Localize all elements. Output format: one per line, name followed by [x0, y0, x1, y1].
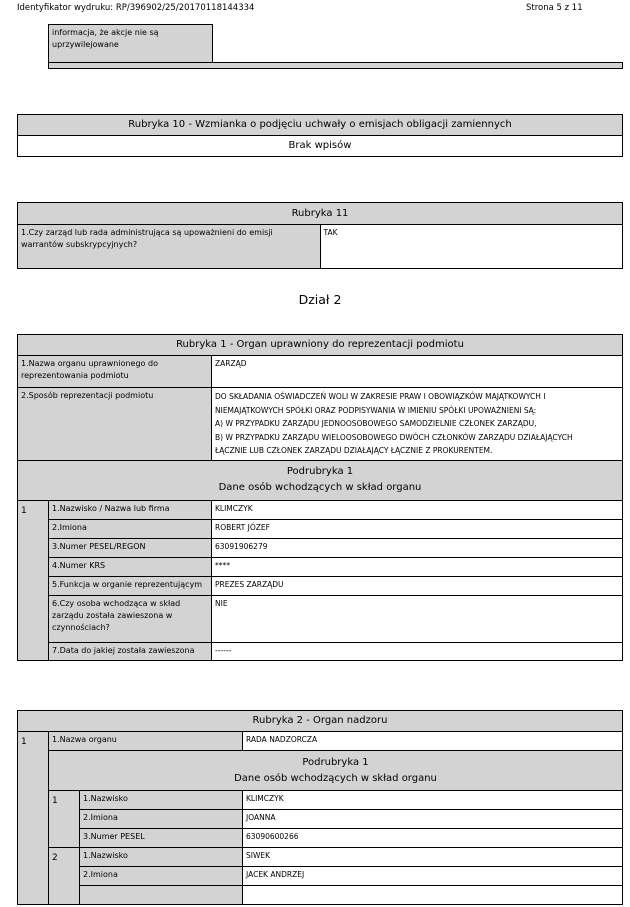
representation-line: A) W PRZYPADKU ZARZĄDU JEDNOOSOBOWEGO SAMODZIELNIE CZŁONEK ZARZĄDU,	[215, 419, 537, 428]
person-index: 1	[18, 500, 49, 660]
dzial-2-heading: Dział 2	[298, 292, 342, 307]
field-value: KLIMCZYK	[243, 791, 623, 810]
field-label: 1.Nazwisko	[80, 848, 243, 867]
representation-method-label: 2.Sposób reprezentacji podmiotu	[18, 388, 212, 461]
supervisory-organ-value: RADA NADZORCZA	[243, 732, 623, 751]
rubryka-11-title: Rubryka 11	[18, 203, 623, 225]
field-value: JACEK ANDRZEJ	[243, 867, 623, 886]
field-label: 2.Imiona	[80, 810, 243, 829]
member-index: 2	[49, 848, 80, 905]
podrubryka-1-subtitle: Dane osób wchodzących w skład organu	[234, 772, 437, 784]
warranty-question-label: 1.Czy zarząd lub rada administrująca są upoważnieni do emisji warrantów subskrypcyjnych?	[18, 225, 321, 269]
field-value: ****	[212, 557, 623, 576]
organ-name-label: 1.Nazwa organu uprawnionego do reprezentowania podmiotu	[18, 356, 212, 388]
field-label-empty	[80, 886, 243, 905]
rubryka-10-table	[17, 114, 623, 157]
field-value: ROBERT JÓZEF	[212, 519, 623, 538]
field-value: PREZES ZARZĄDU	[212, 576, 623, 595]
print-identifier: Identyfikator wydruku: RP/396902/25/20170118144334	[17, 3, 255, 13]
uprzywilejowane-label: informacja, że akcje nie są uprzywilejowane	[49, 25, 213, 63]
rubryka-10-title: Rubryka 10 - Wzmianka o podjęciu uchwały o emisjach obligacji zamiennych	[18, 115, 623, 136]
fragment-bottom-bar	[49, 63, 623, 69]
field-label: 1.Nazwisko	[80, 791, 243, 810]
dzial2-rubryka-2-table	[17, 710, 623, 905]
representation-line: DO SKŁADANIA OŚWIADCZEŃ WOLI W ZAKRESIE PRAW I OBOWIĄZKÓW MAJĄTKOWYCH I	[215, 392, 546, 401]
field-label: 3.Numer PESEL	[80, 829, 243, 848]
podrubryka-1-title: Podrubryka 1	[302, 756, 369, 768]
podrubryka-1-header	[49, 751, 623, 791]
dzial2-rubryka-1-table	[17, 334, 623, 661]
organ-index: 1	[18, 732, 49, 905]
field-label: 7.Data do jakiej została zawieszona	[49, 642, 212, 660]
field-label: 2.Imiona	[80, 867, 243, 886]
podrubryka-1-title: Podrubryka 1	[286, 466, 354, 477]
uprzywilejowane-value	[213, 25, 623, 63]
top-fragment-table	[48, 24, 623, 69]
field-value: 63090600266	[243, 829, 623, 848]
representation-method-value	[212, 388, 623, 461]
rubryka-11-table	[17, 202, 623, 269]
field-label: 6.Czy osoba wchodząca w skład zarządu została zawieszona w czynnościach?	[49, 595, 212, 642]
rubryka-10-empty: Brak wpisów	[18, 136, 623, 157]
member-index: 1	[49, 791, 80, 848]
field-value: ------	[212, 642, 623, 660]
field-value: KLIMCZYK	[212, 500, 623, 519]
field-label: 3.Numer PESEL/REGON	[49, 538, 212, 557]
dzial2-rubryka-2-title: Rubryka 2 - Organ nadzoru	[18, 711, 623, 732]
organ-name-value: ZARZĄD	[212, 356, 623, 388]
page-number: Strona 5 z 11	[526, 3, 583, 13]
field-value-empty	[243, 886, 623, 905]
field-label: 1.Nazwisko / Nazwa lub firma	[49, 500, 212, 519]
podrubryka-1-subtitle: Dane osób wchodzących w skład organu	[218, 482, 422, 493]
field-label: 2.Imiona	[49, 519, 212, 538]
representation-line: NIEMAJĄTKOWYCH SPÓŁKI ORAZ PODPISYWANIA W IMIENIU SPÓŁKI UPOWAŻNIENI SĄ:	[215, 405, 537, 415]
field-value: SIWEK	[243, 848, 623, 867]
field-value: 63091906279	[212, 538, 623, 557]
podrubryka-1-header	[18, 460, 623, 500]
representation-line: B) W PRZYPADKU ZARZĄDU WIELOOSOBOWEGO DWÓCH CZŁONKÓW ZARZĄDU DZIAŁAJĄCYCH	[215, 432, 573, 442]
dzial2-rubryka-1-title: Rubryka 1 - Organ uprawniony do reprezentacji podmiotu	[18, 335, 623, 356]
field-value: JOANNA	[243, 810, 623, 829]
warranty-question-value: TAK	[320, 225, 623, 269]
supervisory-organ-label: 1.Nazwa organu	[49, 732, 243, 751]
field-label: 4.Numer KRS	[49, 557, 212, 576]
field-label: 5.Funkcja w organie reprezentującym	[49, 576, 212, 595]
field-value: NIE	[212, 595, 623, 642]
representation-line: ŁĄCZNIE LUB CZŁONEK ZARZĄDU DZIAŁAJĄCY ŁĄCZNIE Z PROKURENTEM.	[215, 446, 493, 455]
